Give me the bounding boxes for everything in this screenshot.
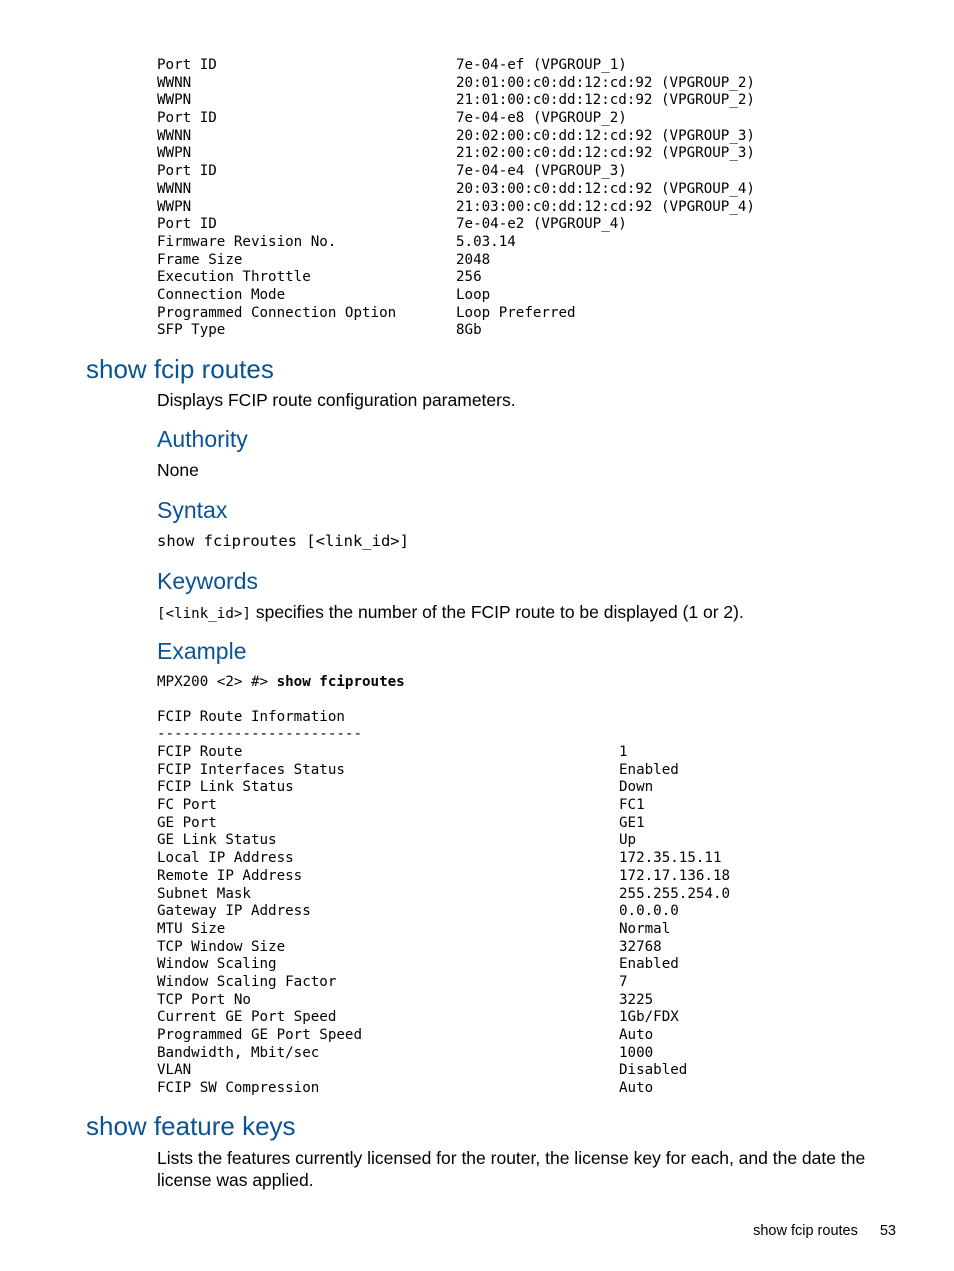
output-row: [157, 145, 755, 163]
output-value: Enabled: [619, 761, 679, 778]
output-row: [157, 992, 730, 1010]
output-key: Window Scaling: [157, 956, 277, 973]
output-key: Bandwidth, Mbit/sec: [157, 1044, 320, 1061]
output-row: [157, 57, 755, 75]
keywords-code: [<link_id>]: [157, 606, 251, 622]
info-rule: ------------------------: [157, 726, 362, 742]
example-prompt: MPX200 <2> #>: [157, 674, 277, 690]
output-key: WWPN: [157, 92, 192, 109]
example-command: show fciproutes: [276, 674, 405, 690]
output-key: Programmed GE Port Speed: [157, 1027, 362, 1043]
output-row: [157, 199, 755, 217]
output-value: Loop: [456, 286, 491, 303]
output-row: [157, 92, 755, 110]
authority-text: None: [157, 460, 199, 480]
output-key: Subnet Mask: [157, 885, 251, 902]
output-key: Port ID: [157, 110, 217, 127]
output-value: 172.35.15.11: [619, 850, 722, 867]
output-key: VLAN: [157, 1062, 192, 1079]
output-row: [157, 128, 755, 146]
output-key: FCIP Route: [157, 744, 243, 760]
output-value: 255.255.254.0: [619, 885, 731, 902]
output-key: WWNN: [157, 74, 192, 91]
output-value: 7e-04-ef (VPGROUP_1): [456, 57, 627, 73]
output-key: Connection Mode: [157, 286, 286, 303]
output-key: GE Port: [157, 814, 217, 831]
output-value: GE1: [619, 814, 645, 831]
output-key: Port ID: [157, 163, 217, 180]
output-key: Remote IP Address: [157, 867, 303, 884]
output-key: Port ID: [157, 57, 217, 73]
output-key: WWPN: [157, 145, 192, 162]
output-value: 21:02:00:c0:dd:12:cd:92 (VPGROUP_3): [456, 145, 755, 162]
output-value: 172.17.136.18: [619, 867, 731, 884]
output-row: [157, 1009, 730, 1027]
output-row: [157, 744, 730, 762]
output-row: [157, 110, 755, 128]
output-value: FC1: [619, 797, 645, 814]
output-value: 7: [619, 973, 628, 990]
output-key: WWNN: [157, 127, 192, 144]
output-row: [157, 815, 730, 833]
output-row: [157, 832, 730, 850]
section-title-show-fcip-routes: show fcip routes: [86, 354, 274, 384]
output-row: [157, 868, 730, 886]
output-value: 7e-04-e4 (VPGROUP_3): [456, 163, 627, 180]
fcip-route-output: [157, 744, 730, 1098]
output-row: [157, 305, 755, 323]
output-key: Window Scaling Factor: [157, 973, 337, 990]
output-key: Firmware Revision No.: [157, 233, 337, 250]
output-row: [157, 287, 755, 305]
output-value: 256: [456, 269, 482, 286]
output-key: Current GE Port Speed: [157, 1009, 337, 1026]
output-value: Enabled: [619, 956, 679, 973]
output-value: 1Gb/FDX: [619, 1009, 679, 1026]
output-value: 21:01:00:c0:dd:12:cd:92 (VPGROUP_2): [456, 92, 755, 109]
output-value: 20:02:00:c0:dd:12:cd:92 (VPGROUP_3): [456, 127, 755, 144]
output-value: 21:03:00:c0:dd:12:cd:92 (VPGROUP_4): [456, 198, 755, 215]
output-row: [157, 75, 755, 93]
output-value: 20:03:00:c0:dd:12:cd:92 (VPGROUP_4): [456, 180, 755, 197]
syntax-command: show fciproutes [<link_id>]: [157, 532, 409, 550]
example-heading: Example: [157, 638, 247, 664]
output-value: 1000: [619, 1044, 654, 1061]
feature-keys-description: Lists the features currently licensed for the router, the license key for each, and the date the license was applied.: [157, 1148, 866, 1190]
output-value: 8Gb: [456, 322, 482, 339]
output-key: Gateway IP Address: [157, 903, 311, 920]
output-key: GE Link Status: [157, 832, 277, 849]
output-key: FCIP Link Status: [157, 779, 294, 796]
output-row: [157, 762, 730, 780]
output-row: [157, 234, 755, 252]
output-row: [157, 1062, 730, 1080]
page-footer: [753, 1223, 896, 1239]
output-key: WWNN: [157, 180, 192, 197]
output-value: Loop Preferred: [456, 304, 576, 321]
output-key: Execution Throttle: [157, 269, 311, 286]
section-description: Displays FCIP route configuration parameters.: [157, 390, 516, 410]
output-value: 1: [619, 744, 628, 760]
output-value: Up: [619, 832, 637, 849]
authority-heading: Authority: [157, 426, 248, 452]
info-title: FCIP Route Information: [157, 709, 345, 725]
output-key: Programmed Connection Option: [157, 304, 397, 321]
output-key: Local IP Address: [157, 850, 294, 867]
keywords-description: [157, 601, 744, 625]
output-value: 5.03.14: [456, 233, 516, 250]
output-value: Auto: [619, 1080, 654, 1097]
output-row: [157, 850, 730, 868]
output-row: [157, 956, 730, 974]
example-command-line: [157, 674, 405, 692]
output-row: [157, 1027, 730, 1045]
output-row: [157, 181, 755, 199]
page-number: 53: [879, 1223, 896, 1239]
output-row: [157, 886, 730, 904]
output-key: FCIP Interfaces Status: [157, 761, 345, 778]
output-row: [157, 252, 755, 270]
keywords-text: specifies the number of the FCIP route to be displayed (1 or 2).: [250, 602, 744, 622]
keywords-heading: Keywords: [157, 568, 258, 594]
output-value: 7e-04-e2 (VPGROUP_4): [456, 216, 627, 233]
output-value: Disabled: [619, 1062, 688, 1079]
output-row: [157, 921, 730, 939]
output-key: SFP Type: [157, 322, 226, 339]
output-row: [157, 974, 730, 992]
top-output-block: [157, 57, 755, 340]
output-value: 0.0.0.0: [619, 903, 679, 920]
output-value: Down: [619, 779, 654, 796]
output-row: [157, 1080, 730, 1098]
output-key: MTU Size: [157, 920, 226, 937]
output-row: [157, 939, 730, 957]
section-title-show-feature-keys: show feature keys: [86, 1111, 296, 1141]
output-key: FCIP SW Compression: [157, 1080, 320, 1097]
output-row: [157, 269, 755, 287]
output-row: [157, 797, 730, 815]
output-value: 3225: [619, 991, 654, 1008]
output-value: Normal: [619, 920, 671, 937]
output-key: WWPN: [157, 198, 192, 215]
output-row: [157, 1045, 730, 1063]
footer-section-name: show fcip routes: [753, 1223, 858, 1239]
output-key: Frame Size: [157, 251, 243, 268]
output-key: Port ID: [157, 216, 217, 233]
output-row: [157, 216, 755, 234]
output-key: TCP Window Size: [157, 938, 286, 955]
syntax-heading: Syntax: [157, 497, 228, 523]
output-key: FC Port: [157, 797, 217, 814]
output-row: [157, 322, 755, 340]
output-row: [157, 779, 730, 797]
output-value: 2048: [456, 251, 491, 268]
output-row: [157, 903, 730, 921]
output-value: Auto: [619, 1027, 654, 1043]
output-value: 32768: [619, 938, 662, 955]
output-value: 20:01:00:c0:dd:12:cd:92 (VPGROUP_2): [456, 74, 755, 91]
output-row: [157, 163, 755, 181]
output-value: 7e-04-e8 (VPGROUP_2): [456, 110, 627, 127]
output-key: TCP Port No: [157, 991, 251, 1008]
